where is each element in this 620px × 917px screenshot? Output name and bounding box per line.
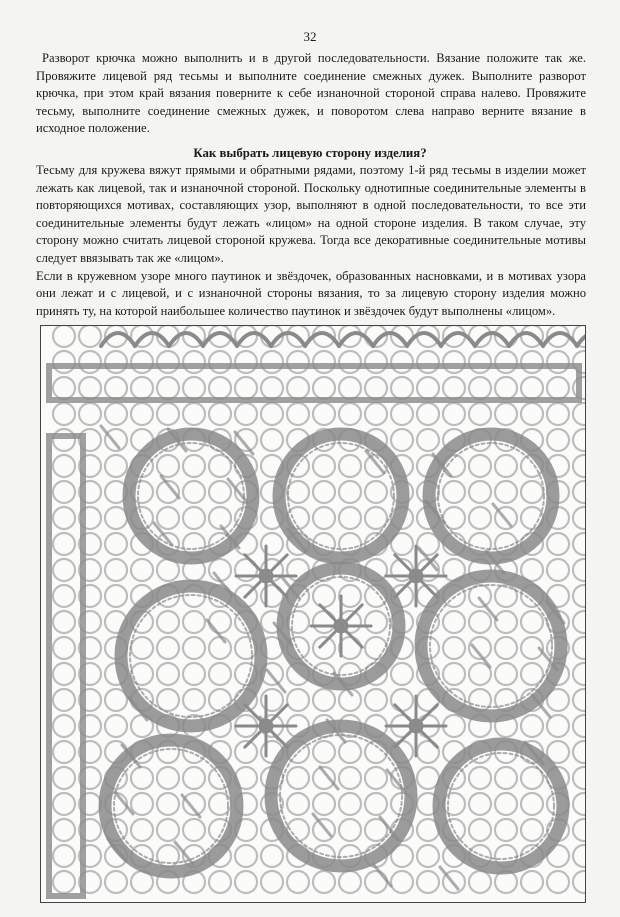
lace-mesh-loop <box>79 326 101 347</box>
lace-tape-ring <box>129 434 253 558</box>
lace-mesh-loop <box>573 429 585 451</box>
lace-mesh-loop <box>131 819 153 841</box>
lace-mesh-loop <box>469 767 491 789</box>
lace-mesh-loop <box>365 767 387 789</box>
lace-mesh-loop <box>105 377 127 399</box>
lace-mesh-loop <box>261 871 283 893</box>
lace-photo <box>40 325 586 903</box>
lace-mesh-loop <box>131 351 153 373</box>
lace-mesh-loop <box>573 585 585 607</box>
lace-mesh-loop <box>209 559 231 581</box>
lace-mesh-loop <box>339 871 361 893</box>
lace-mesh-loop <box>573 871 585 893</box>
intro-paragraph: Разворот крючка можно выполнить и в другой последовательности. Вязание положите так же. Провяжите лицевой ряд тесьмы и выполните соединение смежных дужек. Выполните разворот крючка, при этом край вязания поверните к себе изнаночной стороной справа налево. Провяжите тесьму, выполните соединение смежных дужек, и поворотом слева направо верните вязание в исходное положение. <box>36 51 586 136</box>
lace-mesh-loop <box>521 403 543 425</box>
lace-mesh-loop <box>521 715 543 737</box>
lace-mesh-loop <box>469 871 491 893</box>
lace-mesh-loop <box>573 845 585 867</box>
lace-mesh-loop <box>573 689 585 711</box>
lace-mesh-loop <box>235 845 257 867</box>
lace-mesh-loop <box>157 403 179 425</box>
lace-mesh-loop <box>313 793 335 815</box>
lace-mesh-loop <box>183 637 205 659</box>
lace-mesh-loop <box>105 715 127 737</box>
lace-mesh-loop <box>53 819 75 841</box>
lace-mesh-loop <box>235 871 257 893</box>
lace-mesh-loop <box>157 767 179 789</box>
lace-mesh-loop <box>495 455 517 477</box>
lace-mesh-loop <box>131 559 153 581</box>
lace-mesh-loop <box>313 455 335 477</box>
lace-mesh-loop <box>469 377 491 399</box>
lace-mesh-loop <box>417 377 439 399</box>
lace-mesh-loop <box>105 455 127 477</box>
lace-mesh-loop <box>131 377 153 399</box>
lace-mesh-loop <box>521 611 543 633</box>
lace-mesh-loop <box>105 559 127 581</box>
lace-mesh-loop <box>209 611 231 633</box>
lace-connecting-bar <box>161 476 179 498</box>
lace-mesh-loop <box>183 819 205 841</box>
lace-mesh-loop <box>495 793 517 815</box>
lace-mesh-loop <box>495 637 517 659</box>
lace-mesh-loop <box>183 507 205 529</box>
lace-mesh-loop <box>573 403 585 425</box>
lace-mesh-loop <box>183 377 205 399</box>
lace-mesh-loop <box>183 767 205 789</box>
lace-mesh-loop <box>573 793 585 815</box>
lace-mesh-loop <box>313 481 335 503</box>
lace-mesh-loop <box>573 663 585 685</box>
lace-mesh-loop <box>339 377 361 399</box>
lace-mesh-loop <box>339 455 361 477</box>
lace-mesh-loop <box>391 351 413 373</box>
lace-mesh-loop <box>495 819 517 841</box>
lace-mesh-loop <box>261 689 283 711</box>
lace-mesh-loop <box>209 689 231 711</box>
lace-mesh-loop <box>417 351 439 373</box>
lace-mesh-loop <box>521 793 543 815</box>
lace-mesh-loop <box>573 559 585 581</box>
lace-mesh-loop <box>209 481 231 503</box>
lace-mesh-loop <box>573 819 585 841</box>
lace-mesh-loop <box>469 793 491 815</box>
lace-mesh-loop <box>443 611 465 633</box>
lace-edge-scallop <box>373 333 407 346</box>
lace-mesh-loop <box>313 377 335 399</box>
lace-mesh-loop <box>495 767 517 789</box>
lace-mesh-loop <box>313 585 335 607</box>
lace-mesh-loop <box>105 403 127 425</box>
lace-mesh-loop <box>209 403 231 425</box>
lace-mesh-loop <box>573 455 585 477</box>
lace-mesh-loop <box>209 351 231 373</box>
lace-mesh-loop <box>235 377 257 399</box>
lace-mesh-loop <box>469 403 491 425</box>
lace-mesh-loop <box>469 819 491 841</box>
lace-mesh-loop <box>235 403 257 425</box>
lace-mesh-loop <box>313 637 335 659</box>
lace-mesh-loop <box>495 611 517 633</box>
lace-mesh-loop <box>53 377 75 399</box>
lace-mesh-loop <box>339 819 361 841</box>
lace-mesh-loop <box>313 611 335 633</box>
page-number: 32 <box>303 29 317 44</box>
lace-mesh-loop <box>521 871 543 893</box>
lace-mesh-loop <box>53 455 75 477</box>
lace-mesh-loop <box>443 377 465 399</box>
lace-mesh-loop <box>313 351 335 373</box>
lace-mesh-loop <box>53 533 75 555</box>
lace-mesh-loop <box>573 611 585 633</box>
lace-mesh-loop <box>287 351 309 373</box>
lace-mesh-loop <box>339 403 361 425</box>
lace-mesh-loop <box>105 429 127 451</box>
lace-mesh-loop <box>547 429 569 451</box>
lace-mesh-loop <box>339 741 361 763</box>
lace-mesh-loop <box>287 793 309 815</box>
lace-mesh-loop <box>417 871 439 893</box>
lace-mesh-loop <box>469 351 491 373</box>
lace-mesh-loop <box>53 403 75 425</box>
lace-mesh-loop <box>209 871 231 893</box>
lace-mesh-loop <box>157 819 179 841</box>
lace-mesh-loop <box>79 403 101 425</box>
lace-mesh-loop <box>79 377 101 399</box>
lace-mesh-loop <box>105 871 127 893</box>
lace-mesh-loop <box>443 637 465 659</box>
lace-mesh-loop <box>261 377 283 399</box>
lace-mesh-loop <box>209 637 231 659</box>
lace-mesh-loop <box>53 767 75 789</box>
lace-mesh-loop <box>79 351 101 373</box>
lace-mesh-loop <box>443 403 465 425</box>
lace-mesh-loop <box>313 741 335 763</box>
lace-mesh-loop <box>469 455 491 477</box>
lace-mesh-loop <box>521 767 543 789</box>
lace-connecting-bar <box>373 864 391 886</box>
lace-mesh-loop <box>339 793 361 815</box>
lace-edge-scallop <box>475 333 509 346</box>
lace-mesh-loop <box>339 507 361 529</box>
lace-mesh-loop <box>391 429 413 451</box>
lace-mesh-loop <box>417 403 439 425</box>
body-text <box>36 162 586 320</box>
lace-mesh-loop <box>573 507 585 529</box>
lace-mesh-loop <box>131 663 153 685</box>
lace-mesh-loop <box>547 533 569 555</box>
lace-mesh-loop <box>287 689 309 711</box>
lace-mesh-loop <box>53 689 75 711</box>
lace-connecting-bar <box>479 598 497 620</box>
lace-mesh-loop <box>53 326 75 347</box>
lace-mesh-loop <box>495 481 517 503</box>
lace-mesh-loop <box>183 689 205 711</box>
lace-mesh-loop <box>339 351 361 373</box>
lace-mesh-loop <box>417 429 439 451</box>
lace-mesh-loop <box>53 663 75 685</box>
lace-mesh-loop <box>573 637 585 659</box>
lace-mesh-loop <box>391 377 413 399</box>
lace-mesh-loop <box>131 793 153 815</box>
lace-mesh-loop <box>573 533 585 555</box>
lace-mesh-loop <box>157 507 179 529</box>
lace-mesh-loop <box>573 481 585 503</box>
lace-mesh-loop <box>131 637 153 659</box>
lace-mesh-loop <box>339 767 361 789</box>
lace-mesh-loop <box>391 871 413 893</box>
lace-mesh-loop <box>235 351 257 373</box>
lace-mesh-loop <box>105 585 127 607</box>
lace-mesh-loop <box>287 767 309 789</box>
lace-mesh-loop <box>313 689 335 711</box>
lace-mesh-loop <box>313 871 335 893</box>
lace-mesh-loop <box>573 767 585 789</box>
lace-mesh-loop <box>573 741 585 763</box>
lace-mesh-loop <box>547 351 569 373</box>
lace-mesh-loop <box>391 663 413 685</box>
lace-mesh-loop <box>53 481 75 503</box>
lace-mesh-loop <box>365 403 387 425</box>
lace-mesh-loop <box>469 507 491 529</box>
lace-mesh-loop <box>547 559 569 581</box>
lace-mesh-loop <box>157 663 179 685</box>
lace-mesh-loop <box>261 845 283 867</box>
lace-mesh-loop <box>53 637 75 659</box>
lace-mesh-loop <box>157 351 179 373</box>
lace-mesh-loop <box>287 481 309 503</box>
lace-mesh-loop <box>469 481 491 503</box>
lace-mesh-loop <box>157 455 179 477</box>
lace-mesh-loop <box>53 793 75 815</box>
lace-connecting-bar <box>313 814 331 836</box>
lace-mesh-loop <box>183 403 205 425</box>
lace-mesh-loop <box>53 507 75 529</box>
lace-mesh-loop <box>547 871 569 893</box>
lace-mesh-loop <box>53 871 75 893</box>
lace-mesh-loop <box>53 715 75 737</box>
lace-mesh-loop <box>365 377 387 399</box>
lace-mesh-loop <box>521 819 543 841</box>
lace-mesh-loop <box>443 663 465 685</box>
lace-mesh-loop <box>209 377 231 399</box>
lace-mesh-loop <box>443 481 465 503</box>
body-paragraph: Тесьму для кружева вяжут прямыми и обратными рядами, поэтому 1-й ряд тесьмы в изделии может лежать как лицевой, так и изнаночной стороной. Поскольку однотипные соединительные элементы в повторяющихся мотивах, составляющих узор, выполняют в одной последовательности, то все эти соединительные элементы будут лежать «лицом» на одной стороне изделия. В таком случае, эту сторону можно считать лицевой стороной кружева. Тогда все декоративные соединительные мотивы следует ввязывать так же «лицом». <box>36 163 586 265</box>
lace-mesh-loop <box>261 351 283 373</box>
lace-mesh-loop <box>105 351 127 373</box>
lace-mesh-loop <box>209 663 231 685</box>
lace-mesh-loop <box>495 377 517 399</box>
lace-mesh-loop <box>547 377 569 399</box>
lace-mesh-loop <box>261 429 283 451</box>
lace-mesh-loop <box>365 871 387 893</box>
lace-mesh-loop <box>521 481 543 503</box>
lace-mesh-loop <box>287 377 309 399</box>
lace-mesh-loop <box>443 351 465 373</box>
lace-mesh-loop <box>53 741 75 763</box>
lace-mesh-loop <box>131 403 153 425</box>
lace-mesh-loop <box>365 689 387 711</box>
lace-mesh-loop <box>469 611 491 633</box>
lace-mesh-loop <box>53 585 75 607</box>
lace-mesh-loop <box>547 403 569 425</box>
lace-mesh-loop <box>53 429 75 451</box>
lace-mesh-loop <box>365 793 387 815</box>
lace-mesh-loop <box>495 585 517 607</box>
lace-mesh-loop <box>105 507 127 529</box>
lace-mesh-loop <box>495 663 517 685</box>
lace-mesh-loop <box>131 767 153 789</box>
lace-mesh-loop <box>261 533 283 555</box>
section-heading: Как выбрать лицевую сторону изделия? <box>193 146 427 160</box>
lace-mesh-loop <box>495 403 517 425</box>
lace-edge-scallop <box>577 333 585 346</box>
lace-mesh-loop <box>53 845 75 867</box>
lace-mesh-loop <box>183 611 205 633</box>
lace-mesh-loop <box>105 533 127 555</box>
lace-mesh-loop <box>157 611 179 633</box>
lace-mesh-loop <box>53 611 75 633</box>
lace-mesh-loop <box>157 637 179 659</box>
lace-mesh-loop <box>417 845 439 867</box>
lace-mesh-loop <box>183 663 205 685</box>
lace-mesh-loop <box>495 351 517 373</box>
lace-mesh-loop <box>313 819 335 841</box>
lace-mesh-loop <box>313 403 335 425</box>
lace-mesh-loop <box>53 351 75 373</box>
lace-mesh-loop <box>365 611 387 633</box>
lace-mesh-loop <box>287 871 309 893</box>
lace-mesh-loop <box>157 377 179 399</box>
lace-mesh-loop <box>157 793 179 815</box>
lace-mesh-loop <box>573 715 585 737</box>
lace-mesh-loop <box>313 507 335 529</box>
lace-mesh-loop <box>183 481 205 503</box>
lace-mesh-loop <box>261 403 283 425</box>
lace-mesh-loop <box>183 455 205 477</box>
lace-mesh-loop <box>365 351 387 373</box>
lace-mesh-loop <box>287 403 309 425</box>
lace-mesh-loop <box>183 351 205 373</box>
lace-mesh-loop <box>391 403 413 425</box>
lace-mesh-loop <box>365 481 387 503</box>
lace-illustration <box>41 326 585 902</box>
lace-mesh-loop <box>521 351 543 373</box>
lace-mesh-loop <box>53 559 75 581</box>
body-paragraph: Если в кружевном узоре много паутинок и звёздочек, образованных насновками, и в мотивах узора они лежат и с лицевой, и с изнаночной стороны вязания, то за лицевую сторону изделия можно принять ту, на которой наибольшее количество паутинок и звёздочек будут выполнены «лицом». <box>36 268 586 318</box>
lace-mesh-loop <box>339 481 361 503</box>
lace-mesh-loop <box>521 377 543 399</box>
lace-mesh-loop <box>391 689 413 711</box>
